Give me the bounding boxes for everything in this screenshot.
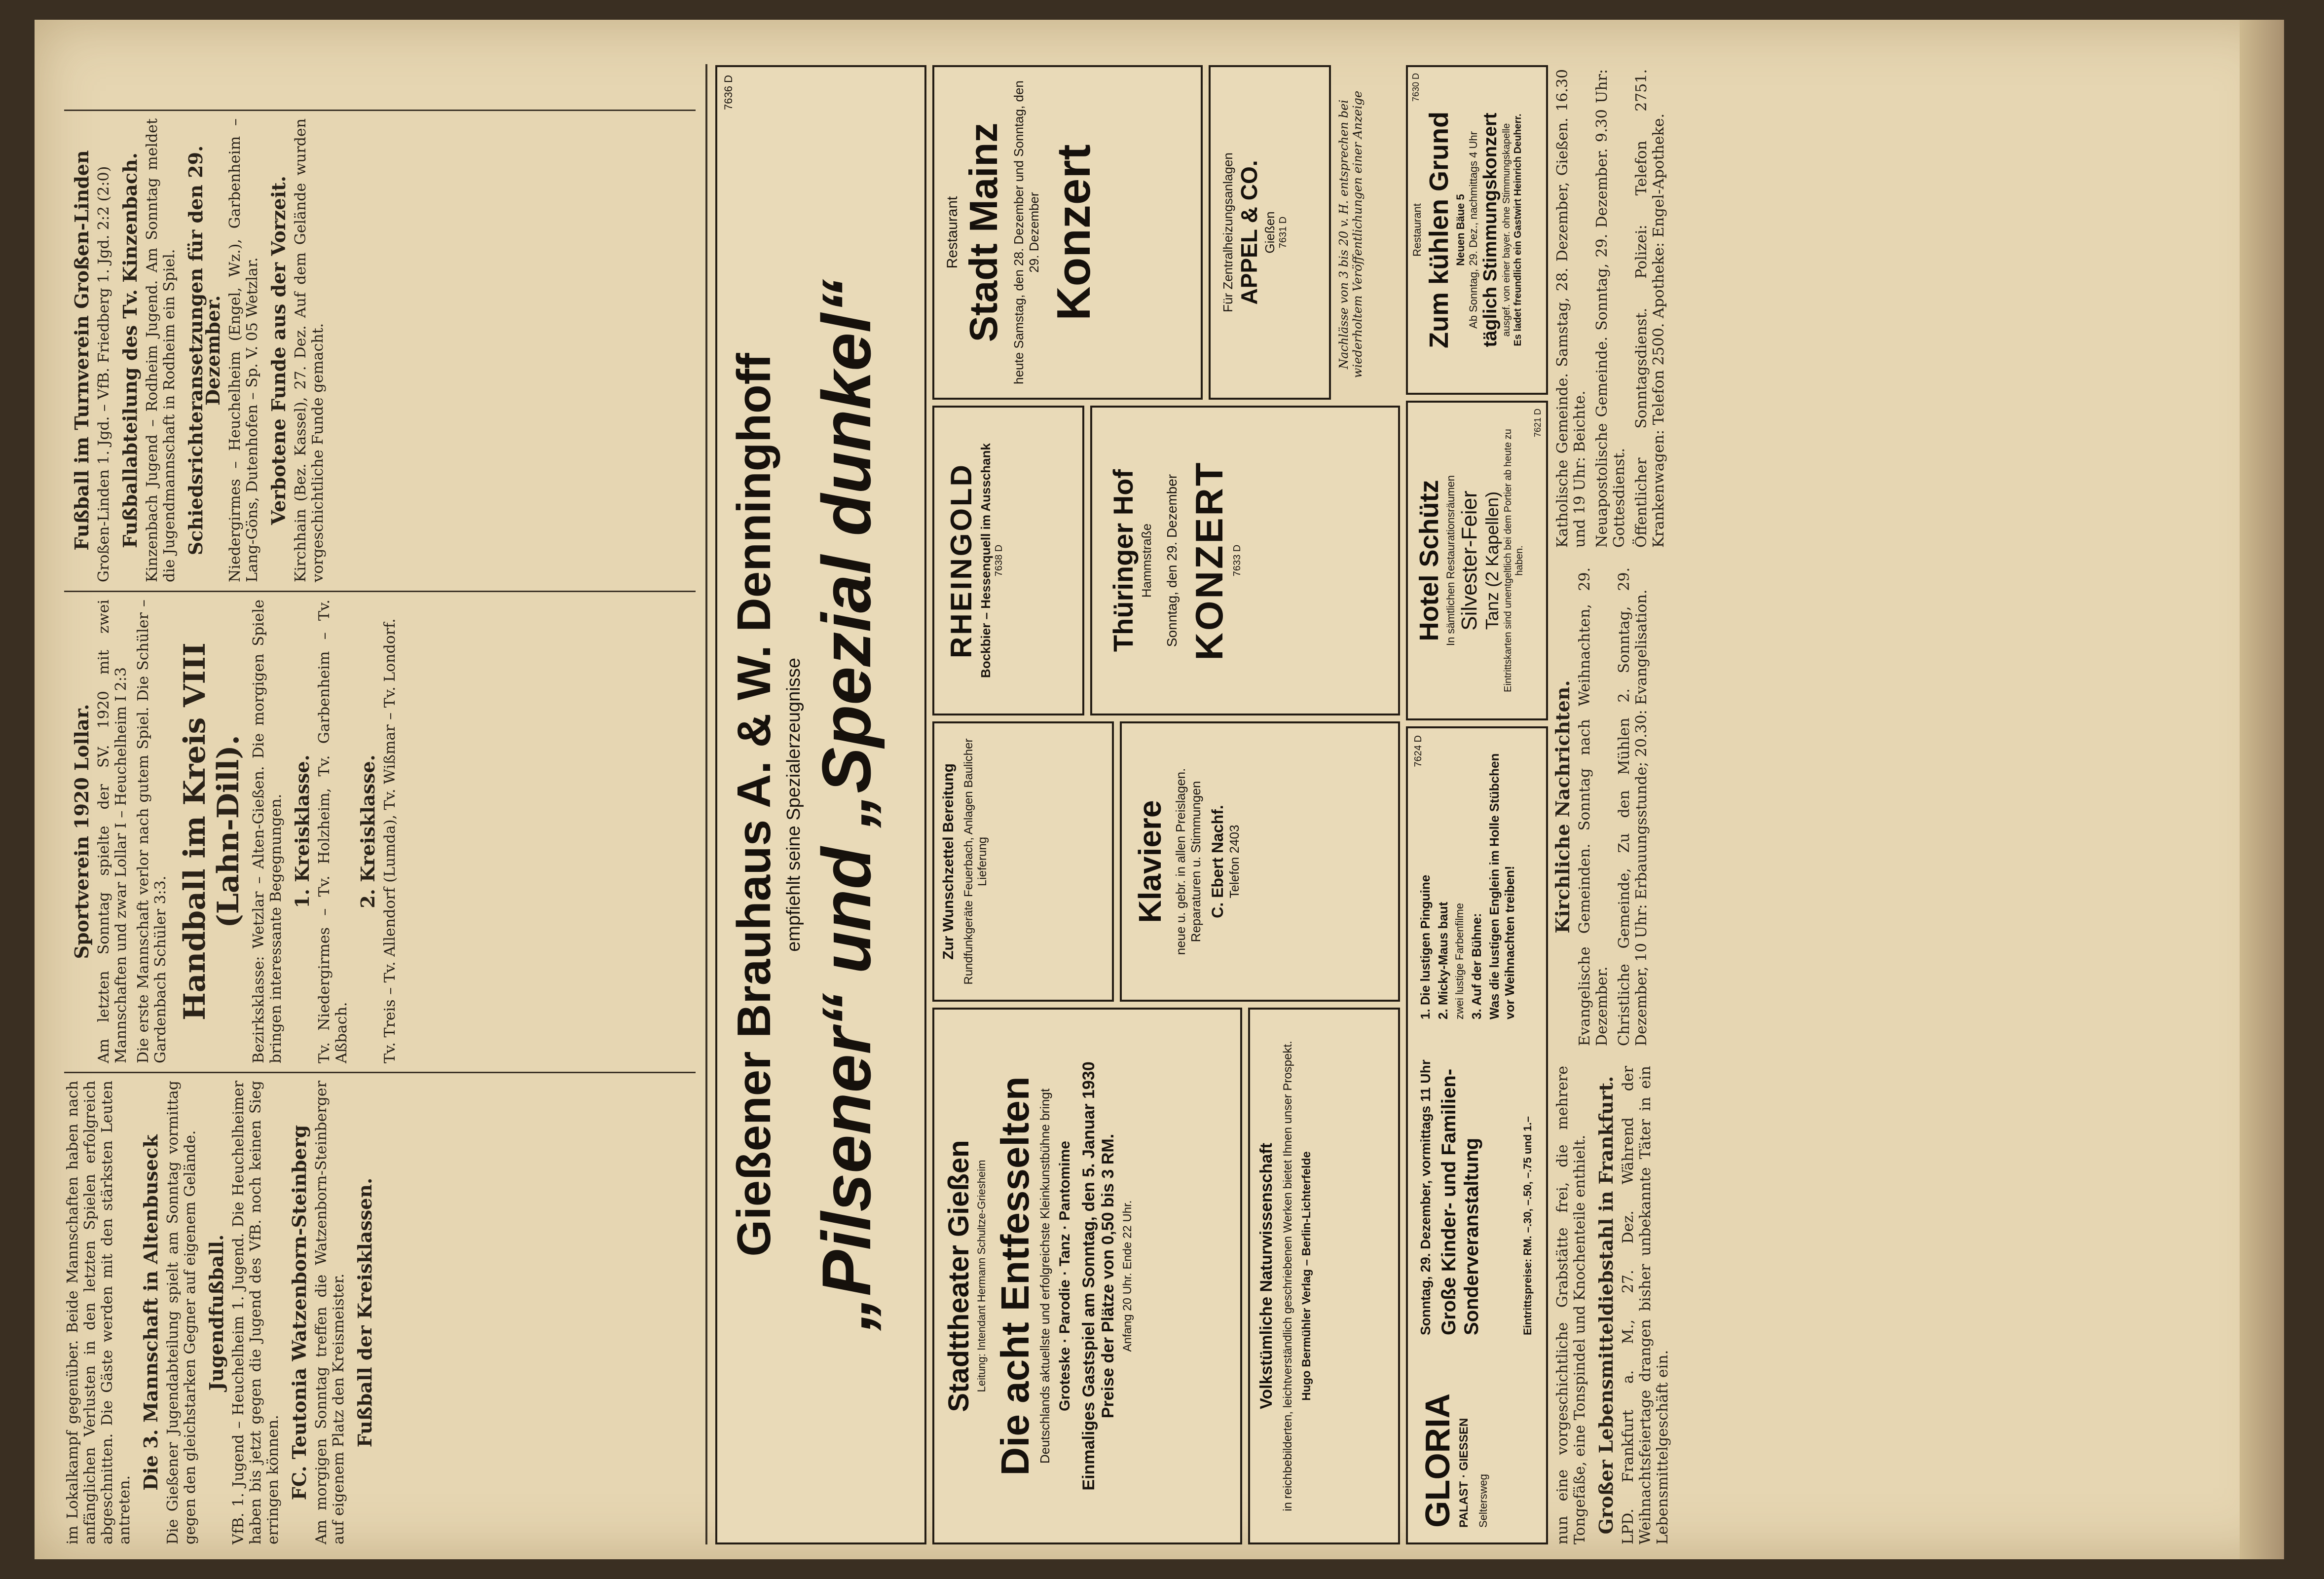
theater-leitung: Leitung: Intendant Hermann Schultze-Griesheim — [975, 1160, 988, 1392]
gloria-main: Was die lustigen Englein im Holle Stübchen vor Weihnachten treiben! — [1487, 753, 1517, 1019]
kuehlen-pre: Restaurant — [1411, 203, 1423, 257]
rheingold-title: RHEINGOLD — [945, 463, 978, 658]
program-item: Groteske — [1057, 1347, 1073, 1411]
article-paragraph: nun eine vorgeschichtliche Grabstätte frei, die mehrere Tongefäße, eine Tonspindel und Knochenteile enthielt. — [1554, 1066, 1588, 1544]
theater-title: Stadttheater Gießen — [943, 1140, 975, 1412]
brauhaus-name: Gießener Brauhaus A. & W. Denninghoff — [728, 353, 780, 1257]
ad-code: 7621 D — [1533, 409, 1543, 438]
gloria-sub: PALAST · GIESSEN — [1457, 1418, 1471, 1528]
newspaper-page — [35, 20, 2284, 1559]
article-column-3 — [64, 118, 696, 582]
article-paragraph: Kinzenbach Jugend – Rodheim Jugend. Am Sonntag meldet die Jugendmannschaft in Rodheim ein Spiel. — [144, 118, 178, 582]
article-heading: 2. Kreisklasse. — [357, 754, 379, 908]
wunschzettel-text: Rundfunkgeräte Feuerbach, Anlagen Baulicher Lieferung — [962, 738, 989, 985]
appel-city: Gießen — [1262, 211, 1277, 254]
theater-show: Die acht Entfesselten — [993, 1076, 1037, 1476]
ad-code: 7624 D — [1413, 735, 1424, 767]
stadtmainz-restaurant: Restaurant — [944, 196, 960, 269]
kuehlen-date: Ab Sonntag, 29. Dez., nachmittags 4 Uhr — [1467, 131, 1479, 329]
article-paragraph: Die erste Mannschaft verlor nach gutem Spiel. Die Schüler – Gardenbach Schüler 3:3. — [135, 600, 169, 1063]
hotel-ad — [1406, 401, 1548, 720]
article-heading: Die 3. Mannschaft in Altenbuseck — [140, 1134, 162, 1491]
article-heading: Fußballabteilung des Tv. Kinzenbach. — [119, 152, 141, 548]
article-column-4 — [1551, 69, 2230, 1544]
natur-ad — [1248, 1008, 1400, 1544]
theater-ad — [932, 1008, 1242, 1544]
gloria-ad — [1406, 726, 1548, 1544]
gloria-event: Große Kinder- und Familien-Sonderveranstaltung — [1438, 1068, 1482, 1335]
article-paragraph: VfB. 1. Jugend – Heuchelheim 1. Jugend. Die Heuchelheimer haben bis jetzt gegen die Jugend des VfB. noch keinen Sieg erringen können. — [230, 1081, 282, 1544]
appel-text: Für Zentralheizungsanlagen — [1220, 152, 1235, 312]
program-item: Pantomime — [1057, 1141, 1073, 1221]
article-heading: FC. Teutonia Watzenborn-Steinberg — [288, 1125, 310, 1501]
article-heading: Sportverein 1920 Lollar. — [71, 704, 93, 959]
rotated-content — [64, 64, 2235, 1544]
ad-code: 7636 D — [722, 75, 735, 110]
article-heading: Handball im Kreis VIII (Lahn-Dill). — [178, 642, 246, 1020]
column-rule — [64, 110, 696, 111]
stadtmainz-konzert: Konzert — [1047, 144, 1100, 321]
article-paragraph: Die Gießener Jugendabteilung spielt am Sonntag vormittag gegen den gleichstarken Gegner auf eigenem Gelände. — [164, 1081, 199, 1544]
column-rule — [64, 1072, 696, 1073]
article-heading: Jugendfußball. — [205, 1234, 227, 1391]
article-column-4-spill — [64, 64, 696, 104]
hotel-title: Hotel Schütz — [1414, 480, 1444, 641]
article-heading: Fußball der Kreisklassen. — [354, 1177, 376, 1448]
article-paragraph: Am letzten Sonntag spielte der SV. 1920 mit zwei Mannschaften und zwar Lollar I – Heuchelheim I 2:3 — [95, 600, 130, 1063]
gloria-preise: Eintrittspreise: RM. –.30, –.50, –.75 und 1.– — [1521, 1116, 1534, 1335]
ad-code: 7630 D — [1411, 73, 1421, 102]
stadtmainz-title: Stadt Mainz — [961, 122, 1005, 342]
natur-text: in reichbebilderten, leichtverständlich geschriebenen Werken bietet Ihnen unser Prospekt. — [1281, 1041, 1294, 1511]
article-paragraph: Tv. Treis – Tv. Allendorf (Lumda), Tv. Wißmar – Tv. Londorf. — [381, 618, 399, 1063]
article-paragraph: Tv. Niedergirmes – Tv. Holzheim, Tv. Garbenheim – Tv. Aßbach. — [316, 600, 350, 1063]
article-heading: Fußball im Turnverein Großen-Linden — [71, 150, 93, 551]
kuehlen-info: ausgef. von einer bayer. ohne Stimmungskapelle — [1501, 123, 1512, 337]
brauhaus-slogan: „Pilsener“ und „Spezial dunkel“ — [808, 279, 885, 1331]
klaviere-ad — [1120, 721, 1400, 1002]
kuehlen-owner: Es ladet freundlich ein Gastwirt Heinrich Deuherr. — [1512, 113, 1523, 346]
article-column-1 — [64, 1081, 696, 1544]
article-paragraph: LPD. Frankfurt a. M., 27. Dez. Während der Weihnachtsfeiertage drangen bisher unbekannte Täter in ein Lebensmittelgeschäft ein. — [1620, 1066, 1671, 1544]
kuehlen-title: Zum kühlen Grund — [1424, 112, 1454, 348]
nachlaesse-note: Nachlässe von 3 bis 20 v. H. entsprechen bei wiederholtem Veröffentlichungen einer Anzeige — [1337, 90, 1365, 378]
article-heading: Schiedsrichteransetzungen für den 29. Dezember. — [184, 145, 224, 556]
ad-code: 7631 D — [1278, 216, 1289, 249]
article-heading: 1. Kreisklasse. — [291, 754, 313, 908]
hotel-info: Eintrittskarten sind unentgeltlich bei dem Portier ab heute zu haben. — [1503, 429, 1525, 692]
article-paragraph: Kirchhain (Bez. Kassel), 27. Dez. Auf dem Gelände wurden vorgeschichtliche Funde gemacht. — [292, 118, 327, 582]
natur-verlag: Hugo Bermühler Verlag – Berlin-Lichterfelde — [1300, 1151, 1313, 1401]
thueringer-ad — [1090, 406, 1400, 715]
gloria-date: Sonntag, 29. Dezember, vormittags 11 Uhr — [1418, 1059, 1433, 1335]
theater-preise: Preise der Plätze von 0,50 bis 3 RM. — [1099, 1133, 1117, 1419]
section-rule — [705, 64, 707, 1544]
program-item: Tanz — [1057, 1234, 1073, 1267]
rheingold-ad — [932, 406, 1084, 715]
hotel-sub: In sämtlichen Restaurationsräumen — [1444, 475, 1457, 646]
theater-program: Groteske · Parodie · Tanz · Pantomime — [1057, 1141, 1073, 1411]
article-heading: Großer Lebensmitteldiebstahl in Frankfurt. — [1595, 1076, 1617, 1535]
article-heading: Kirchliche Nachrichten. — [1551, 680, 1574, 934]
theater-sub: Deutschlands aktuellste und erfolgreichste Kleinkunstbühne bringt — [1037, 1088, 1052, 1464]
klaviere-title: Klaviere — [1132, 800, 1168, 923]
article-paragraph: Am morgigen Sonntag treffen die Watzenborn-Steinberger auf eigenem Platz den Kreismeister. — [313, 1081, 347, 1544]
ad-code: 7633 D — [1232, 544, 1243, 577]
article-paragraph: Evangelische Gemeinden. Sonntag nach Weihnachten, 29. Dezember. — [1576, 567, 1611, 1046]
klaviere-text: neue u. gebr. in allen Preislagen. Reparaturen u. Stimmungen — [1173, 768, 1203, 955]
kuehlen-addr: Neuen Bäue 5 — [1454, 194, 1467, 266]
stadtmainz-when: heute Samstag, den 28. Dezember und Sonntag, den 29. Dezember — [1011, 80, 1041, 384]
thueringer-addr: Hammstraße — [1139, 523, 1154, 598]
thueringer-konzert: KONZERT — [1187, 460, 1231, 661]
article-paragraph: Öffentlicher Sonntagsdienst. Polizei: Telefon 2751. Krankenwagen: Telefon 2500. Apotheke: Engel-Apotheke. — [1633, 69, 1667, 548]
hotel-tanz: Tanz (2 Kapellen) — [1482, 491, 1502, 630]
article-paragraph: Neuapostolische Gemeinde. Sonntag, 29. Dezember. 9.30 Uhr: Gottesdienst. — [1593, 69, 1628, 548]
gloria-item: 1. Die lustigen Pinguine — [1418, 874, 1433, 1019]
page-edge — [2240, 20, 2284, 1559]
kuehlen-ad — [1406, 65, 1548, 395]
theater-zeit: Anfang 20 Uhr. Ende 22 Uhr. — [1121, 1200, 1134, 1352]
program-item: Parodie — [1057, 1279, 1073, 1334]
article-paragraph: Niedergirmes – Heuchelheim (Engel, Wz.), Garbenheim – Lang-Göns, Dutenhofen – Sp. V. 05 Wetzlar. — [226, 118, 261, 582]
appel-ad — [1209, 65, 1331, 400]
hotel-feier: Silvester-Feier — [1457, 490, 1481, 631]
natur-title: Volkstümliche Naturwissenschaft — [1257, 1143, 1276, 1409]
theater-gastspiel: Einmaliges Gastspiel am Sonntag, den 5. Januar 1930 — [1079, 1061, 1098, 1491]
wunschzettel-title: Zur Wunschzettel Bereitung — [940, 763, 957, 960]
gloria-item: 3. Auf der Bühne: — [1469, 913, 1484, 1019]
article-paragraph: Großen-Linden 1. Jgd. – VfB. Friedberg 1. Jgd. 2:2 (2:0) — [95, 166, 112, 582]
brauhaus-ad — [715, 65, 926, 1544]
gloria-item-note: zwei lustige Farbenfilme — [1453, 903, 1466, 1019]
thueringer-title: Thüringer Hof — [1107, 469, 1139, 652]
article-paragraph: Bezirksklasse: Wetzlar – Alten-Gießen. Die morgigen Spiele bringen interessante Begegnungen. — [250, 600, 285, 1063]
article-paragraph: Katholische Gemeinde. Samstag, 28. Dezember, Gießen. 16.30 und 19 Uhr: Beichte. — [1554, 69, 1588, 548]
ad-code: 7638 D — [994, 544, 1004, 577]
klaviere-firm: C. Ebert Nachf. — [1209, 805, 1226, 918]
wunschzettel-ad — [932, 721, 1114, 1002]
gloria-title: GLORIA — [1418, 1393, 1457, 1528]
gloria-addr: Seltersweg — [1477, 1474, 1489, 1528]
stadtmainz-ad — [932, 65, 1203, 400]
appel-firm: APPEL & CO. — [1236, 160, 1262, 305]
thueringer-date: Sonntag, den 29. Dezember — [1164, 474, 1180, 647]
gloria-item: 2. Micky-Maus baut — [1436, 902, 1450, 1019]
klaviere-tel: Telefon 2403 — [1227, 825, 1242, 899]
kuehlen-event: täglich Stimmungskonzert — [1480, 113, 1501, 347]
column-rule — [64, 591, 696, 592]
article-paragraph: Christliche Gemeinde, Zu den Mühlen 2. Sonntag, 29. Dezember, 10 Uhr: Erbauungsstunde; 20.30: Evangelisation. — [1616, 567, 1650, 1046]
brauhaus-subline: empfiehlt seine Spezialerzeugnisse — [783, 658, 804, 952]
rheingold-sub: Bockbier – Hessenquell im Ausschank — [978, 443, 993, 678]
article-heading: Verbotene Funde aus der Vorzeit. — [267, 176, 290, 525]
article-column-2 — [64, 600, 696, 1063]
article-paragraph: im Lokalkampf gegenüber. Beide Mannschaften haben nach anfänglichen Verlusten in den letzten Spielen erfolgreich abgeschnitten. Die Gäste werden mit den stärksten Leuten antreten. — [64, 1081, 133, 1544]
